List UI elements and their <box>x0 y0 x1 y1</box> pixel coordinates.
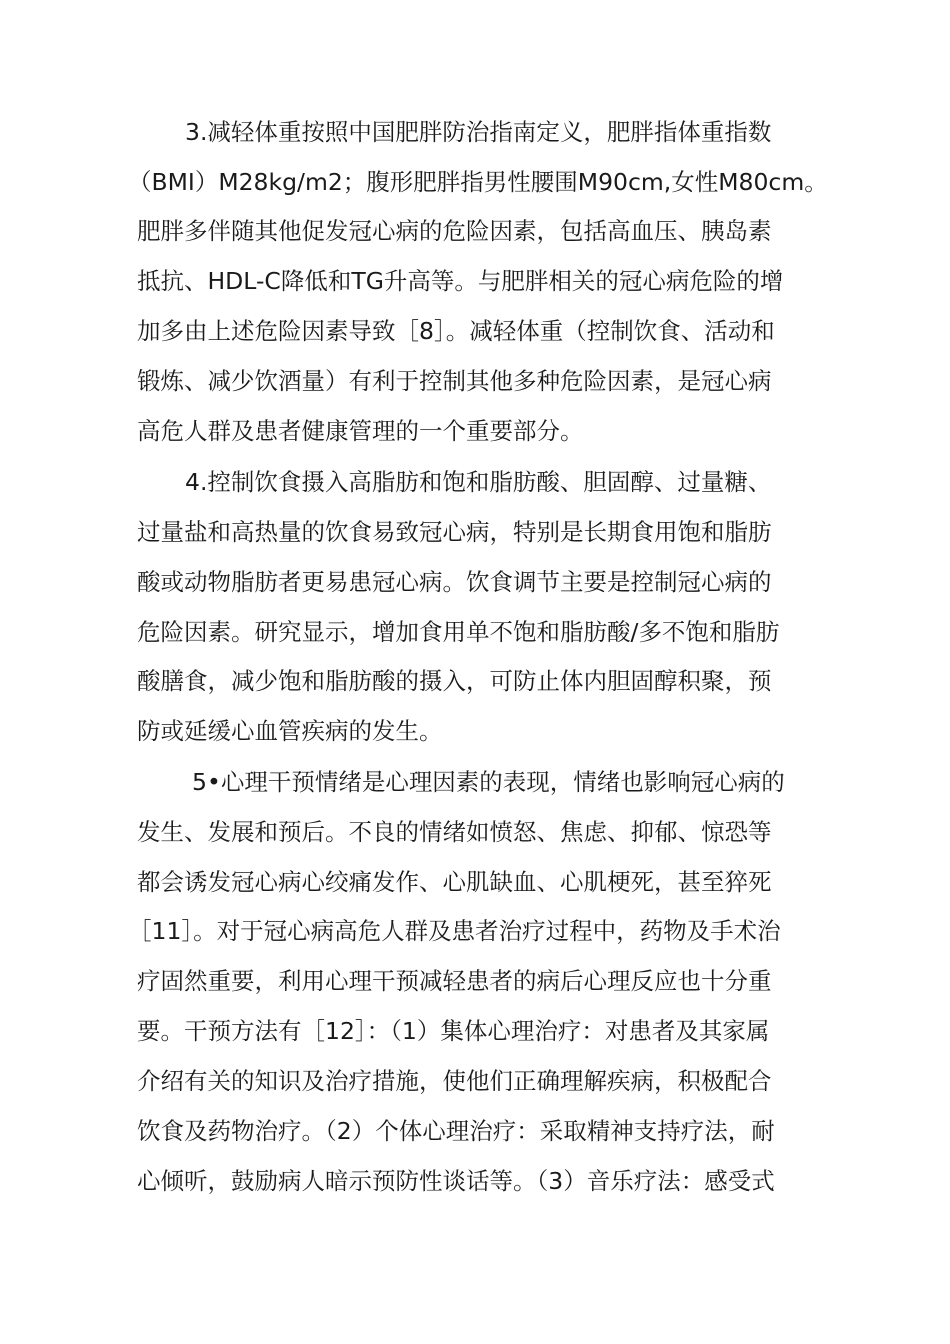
paragraph-line: 心倾听，鼓励病人暗示预防性谈话等。（3）音乐疗法：感受式 <box>137 1167 775 1195</box>
paragraph-line: 要。干预方法有［12］：（1）集体心理治疗：对患者及其家属 <box>137 1017 770 1045</box>
paragraph-line: 疗固然重要，利用心理干预减轻患者的病后心理反应也十分重 <box>137 967 772 995</box>
paragraph-line: 发生、发展和预后。不良的情绪如愤怒、焦虑、抑郁、惊恐等 <box>137 818 772 846</box>
paragraph-line: 5•心理干预情绪是心理因素的表现，情绪也影响冠心病的 <box>192 768 785 796</box>
paragraph-line: 都会诱发冠心病心绞痛发作、心肌缺血、心肌梗死，甚至猝死 <box>137 868 772 896</box>
paragraph-line: 3.减轻体重按照中国肥胖防治指南定义，肥胖指体重指数 <box>185 118 772 146</box>
paragraph-line: （BMI）M28kg/m2；腹形肥胖指男性腰围M90cm,女性M80cm。 <box>128 168 828 196</box>
paragraph-line: 肥胖多伴随其他促发冠心病的危险因素，包括高血压、胰岛素 <box>137 217 772 245</box>
paragraph-line: ［11］。对于冠心病高危人群及患者治疗过程中，药物及手术治 <box>128 917 781 945</box>
paragraph-line: 加多由上述危险因素导致［8］。减轻体重（控制饮食、活动和 <box>137 317 775 345</box>
paragraph-line: 过量盐和高热量的饮食易致冠心病，特别是长期食用饱和脂肪 <box>137 518 772 546</box>
paragraph-line: 介绍有关的知识及治疗措施，使他们正确理解疾病，积极配合 <box>137 1067 772 1095</box>
paragraph-line: 4.控制饮食摄入高脂肪和饱和脂肪酸、胆固醇、过量糖、 <box>185 468 772 496</box>
paragraph-line: 酸或动物脂肪者更易患冠心病。饮食调节主要是控制冠心病的 <box>137 568 772 596</box>
paragraph-line: 危险因素。研究显示，增加食用单不饱和脂肪酸/多不饱和脂肪 <box>137 618 780 646</box>
paragraph-line: 饮食及药物治疗。（2）个体心理治疗：采取精神支持疗法，耐 <box>137 1117 775 1145</box>
paragraph-line: 抵抗、HDL-C降低和TG升高等。与肥胖相关的冠心病危险的增 <box>137 267 784 295</box>
paragraph-line: 酸膳食，减少饱和脂肪酸的摄入，可防止体内胆固醇积聚，预 <box>137 667 772 695</box>
paragraph-line: 锻炼、减少饮酒量）有利于控制其他多种危险因素，是冠心病 <box>137 367 772 395</box>
paragraph-line: 防或延缓心血管疾病的发生。 <box>137 717 443 745</box>
paragraph-line: 高危人群及患者健康管理的一个重要部分。 <box>137 417 584 445</box>
